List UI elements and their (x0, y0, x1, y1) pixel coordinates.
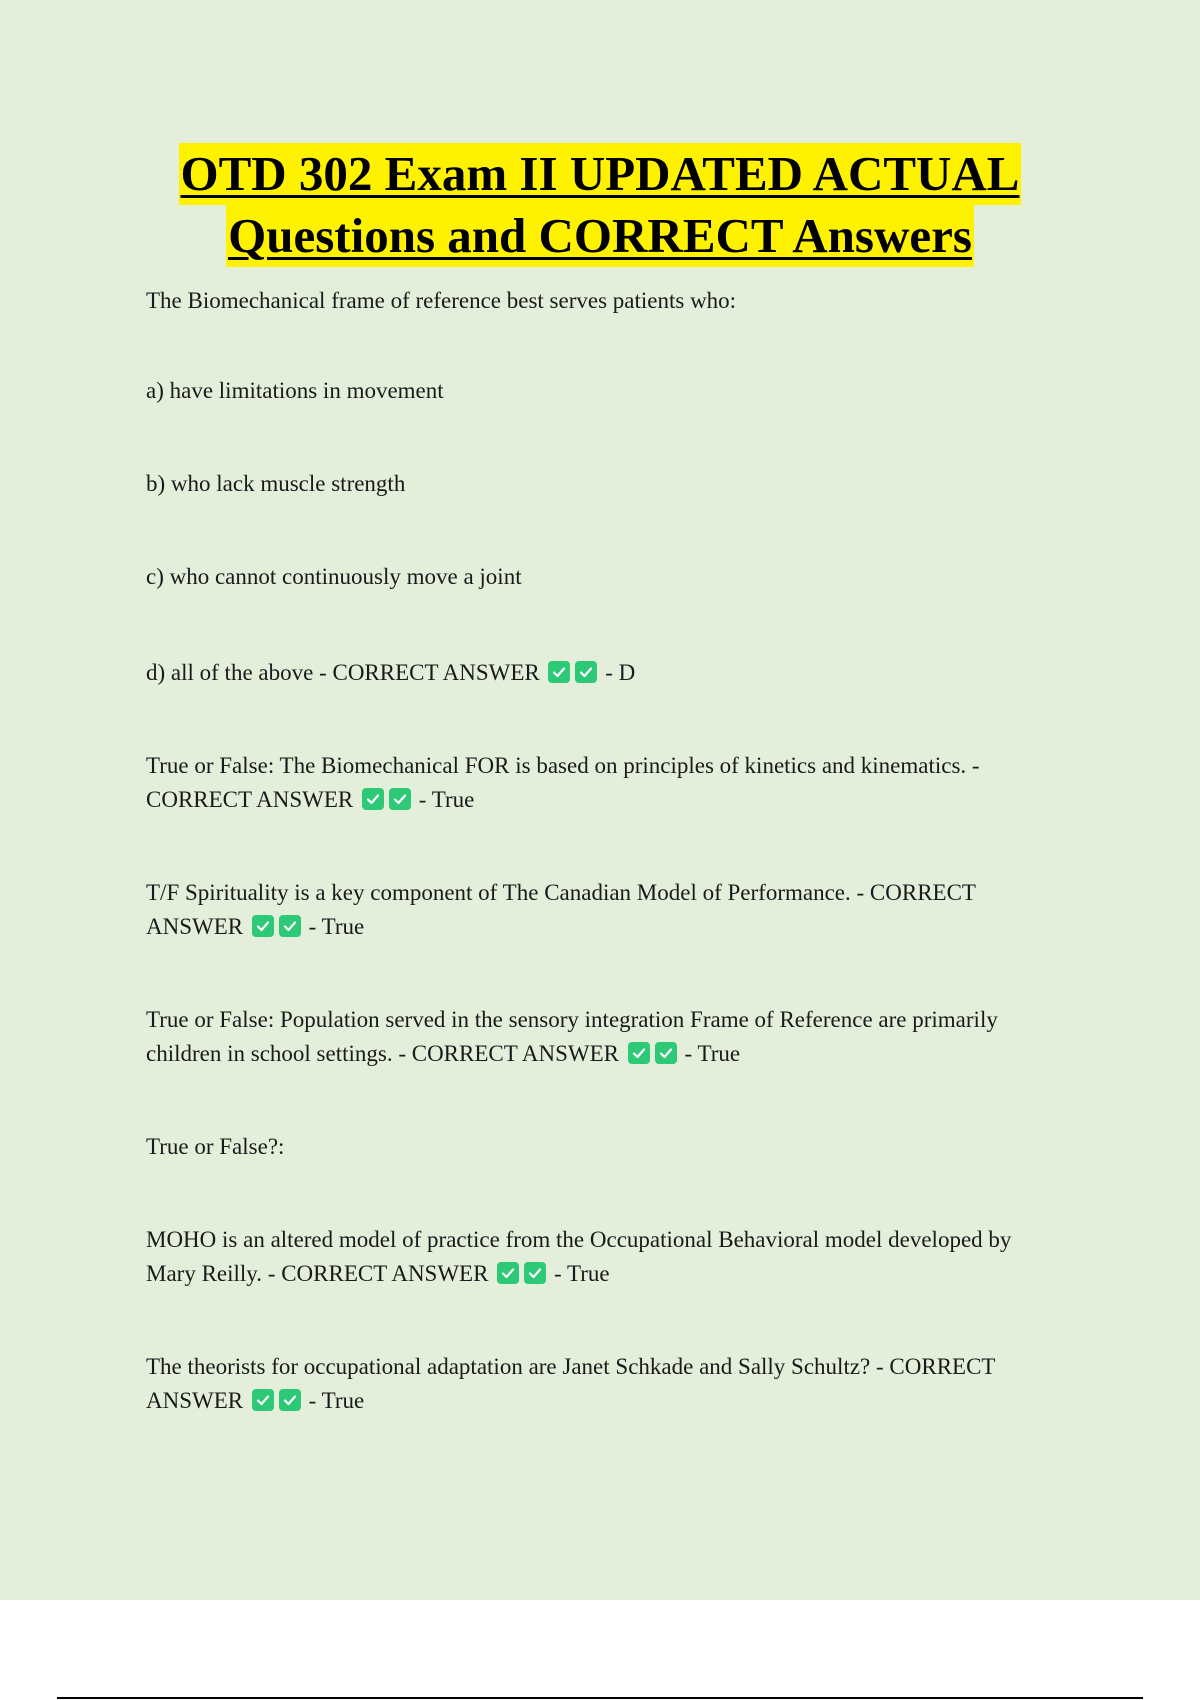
question-spirituality: T/F Spirituality is a key component of The Canadian Model of Performance. - CORRECT ANSWER - True (146, 880, 976, 939)
check-icon (389, 788, 411, 810)
option-c: c) who cannot continuously move a joint (146, 564, 522, 589)
check-icon (252, 1389, 274, 1411)
document-title (0, 143, 1200, 267)
option-a: a) have limitations in movement (146, 378, 444, 403)
title-line-1: OTD 302 Exam II UPDATED ACTUAL (179, 143, 1022, 205)
check-icon (279, 1389, 301, 1411)
question-biomechanical-for: True or False: The Biomechanical FOR is based on principles of kinetics and kinematics. - CORRECT ANSWER - True (146, 753, 980, 812)
check-icon (524, 1262, 546, 1284)
check-icon (628, 1042, 650, 1064)
check-icon (575, 661, 597, 683)
check-icon (497, 1262, 519, 1284)
check-icon (655, 1042, 677, 1064)
question-moho: MOHO is an altered model of practice from the Occupational Behavioral model developed by Mary Reilly. - CORRECT ANSWER - True (146, 1227, 1012, 1286)
footer-divider (57, 1697, 1143, 1699)
check-icon (362, 788, 384, 810)
question-list (146, 284, 1066, 1418)
question-stem: The Biomechanical frame of reference best serves patients who: (146, 288, 737, 313)
option-d-answer: d) all of the above - CORRECT ANSWER - D (146, 660, 636, 685)
question-true-false-heading: True or False?: (146, 1134, 285, 1159)
question-occupational-adaptation: The theorists for occupational adaptation are Janet Schkade and Sally Schultz? - CORRECT ANSWER - True (146, 1354, 996, 1413)
check-icon (279, 915, 301, 937)
option-b: b) who lack muscle strength (146, 471, 406, 496)
question-sensory-integration: True or False: Population served in the sensory integration Frame of Reference are primarily children in school settings. - CORRECT ANSWER - True (146, 1007, 998, 1066)
title-line-2: Questions and CORRECT Answers (226, 205, 974, 267)
check-icon (548, 661, 570, 683)
check-icon (252, 915, 274, 937)
